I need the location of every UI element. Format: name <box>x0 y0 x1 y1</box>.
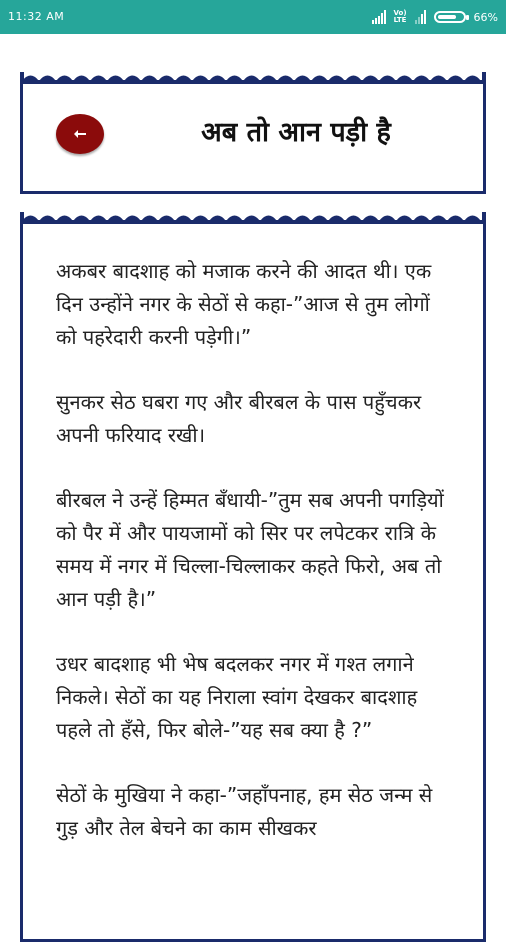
back-button[interactable] <box>56 114 104 154</box>
story-paragraph: उधर बादशाह भी भेष बदलकर नगर में गश्त लगाने निकले। सेठों का यह निराला स्वांग देखकर बादशाह पहले तो हँसे, फिर बोले-”यह सब क्या है ?” <box>56 652 418 742</box>
page-title: अब तो आन पड़ी है <box>201 117 391 148</box>
story-paragraph: बीरबल ने उन्हें हिम्मत बँधायी-”तुम सब अपनी पगड़ियों को पैर में और पायजामों को सिर पर लपेटकर रात्रि के समय में नगर में चिल्ला-चिल्लाकर कहते फिरो, अब तो आन पड़ी है।” <box>56 488 444 611</box>
status-time: 11:32 AM <box>8 10 65 23</box>
volte-icon <box>394 10 407 24</box>
scalloped-border-top <box>20 212 486 230</box>
signal-icon <box>372 10 386 24</box>
story-card[interactable] <box>20 222 486 942</box>
volte-label-top: Vo) <box>393 9 407 17</box>
battery-fill <box>438 15 456 19</box>
arrow-left-icon <box>74 130 86 138</box>
status-bar <box>0 0 506 34</box>
story-paragraph: सेठों के मुखिया ने कहा-”जहाँपनाह, हम सेठ जन्म से गुड़ और तेल बेचने का काम सीखकर <box>56 783 433 840</box>
story-text <box>56 255 455 877</box>
scalloped-border-top <box>20 72 486 90</box>
battery-percent: 66% <box>473 10 498 24</box>
story-paragraph: सुनकर सेठ घबरा गए और बीरबल के पास पहुँचकर अपनी फरियाद रखी। <box>56 390 422 447</box>
volte-label-bottom: LTE <box>393 16 407 24</box>
title-card <box>20 82 486 194</box>
battery-icon <box>434 11 466 23</box>
signal-weak-icon <box>415 10 426 24</box>
status-icons <box>372 7 499 27</box>
story-paragraph: अकबर बादशाह को मजाक करने की आदत थी। एक दिन उन्होंने नगर के सेठों से कहा-”आज से तुम लोगों को पहरेदारी करनी पड़ेगी।” <box>56 259 432 349</box>
